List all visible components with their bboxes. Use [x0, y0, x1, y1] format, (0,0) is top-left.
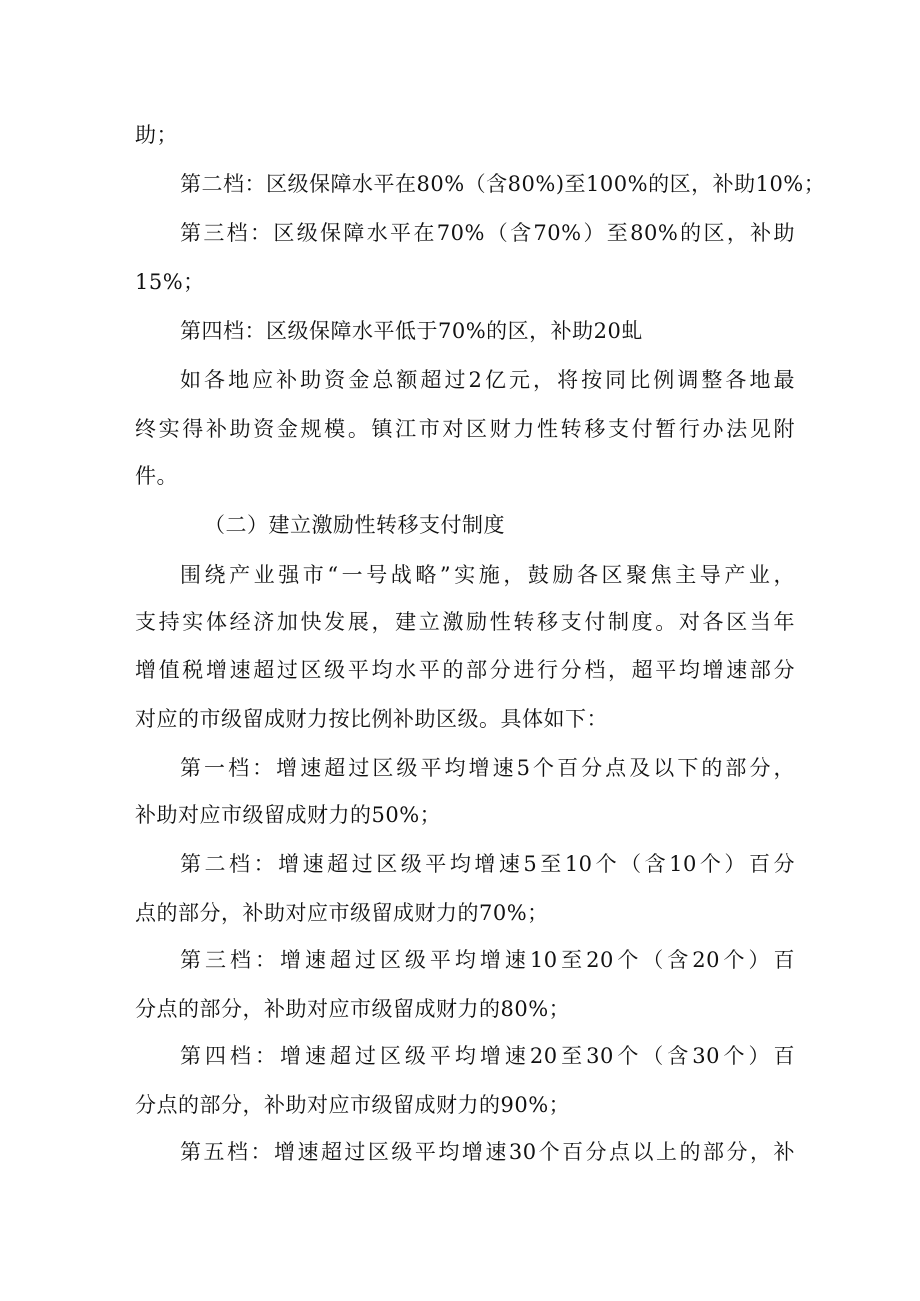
paragraph-line: 增值税增速超过区级平均水平的部分进行分档，超平均增速部分	[135, 658, 795, 682]
paragraph-line: 件。	[135, 464, 178, 488]
paragraph-line: 对应的市级留成财力按比例补助区级。具体如下：	[135, 707, 608, 731]
paragraph-line: 第二档：区级保障水平在80%（含80%)至100%的区，补助10%；	[180, 172, 826, 196]
paragraph-line: 补助对应市级留成财力的50%；	[135, 803, 442, 827]
paragraph-line: 第三档：区级保障水平在70%（含70%）至80%的区，补助	[180, 221, 795, 245]
paragraph-line: 终实得补助资金规模。镇江市对区财力性转移支付暂行办法见附	[135, 417, 795, 441]
paragraph-line: 第二档：增速超过区级平均增速5至10个（含10个）百分	[180, 852, 795, 876]
paragraph-line: 助；	[135, 123, 178, 147]
paragraph-line: 第四档：区级保障水平低于70%的区，补助20虬	[180, 319, 643, 343]
paragraph-line: 15%；	[135, 270, 205, 294]
paragraph-line: 分点的部分，补助对应市级留成财力的90%；	[135, 1093, 571, 1117]
paragraph-line: 第三档：增速超过区级平均增速10至20个（含20个）百	[180, 948, 795, 972]
paragraph-line: 第四档：增速超过区级平均增速20至30个（含30个）百	[180, 1044, 795, 1068]
paragraph-line: 第一档：增速超过区级平均增速5个百分点及以下的部分，	[180, 756, 795, 780]
paragraph-line: 点的部分，补助对应市级留成财力的70%；	[135, 901, 549, 925]
section-heading: （二）建立激励性转移支付制度	[204, 513, 505, 537]
paragraph-line: 围绕产业强市“一号战略”实施，鼓励各区聚焦主导产业，	[180, 563, 795, 587]
paragraph-line: 第五档：增速超过区级平均增速30个百分点以上的部分，补	[180, 1140, 795, 1164]
paragraph-line: 分点的部分，补助对应市级留成财力的80%；	[135, 997, 571, 1021]
paragraph-line: 如各地应补助资金总额超过2亿元，将按同比例调整各地最	[180, 368, 795, 392]
paragraph-line: 支持实体经济加快发展，建立激励性转移支付制度。对各区当年	[135, 610, 795, 634]
